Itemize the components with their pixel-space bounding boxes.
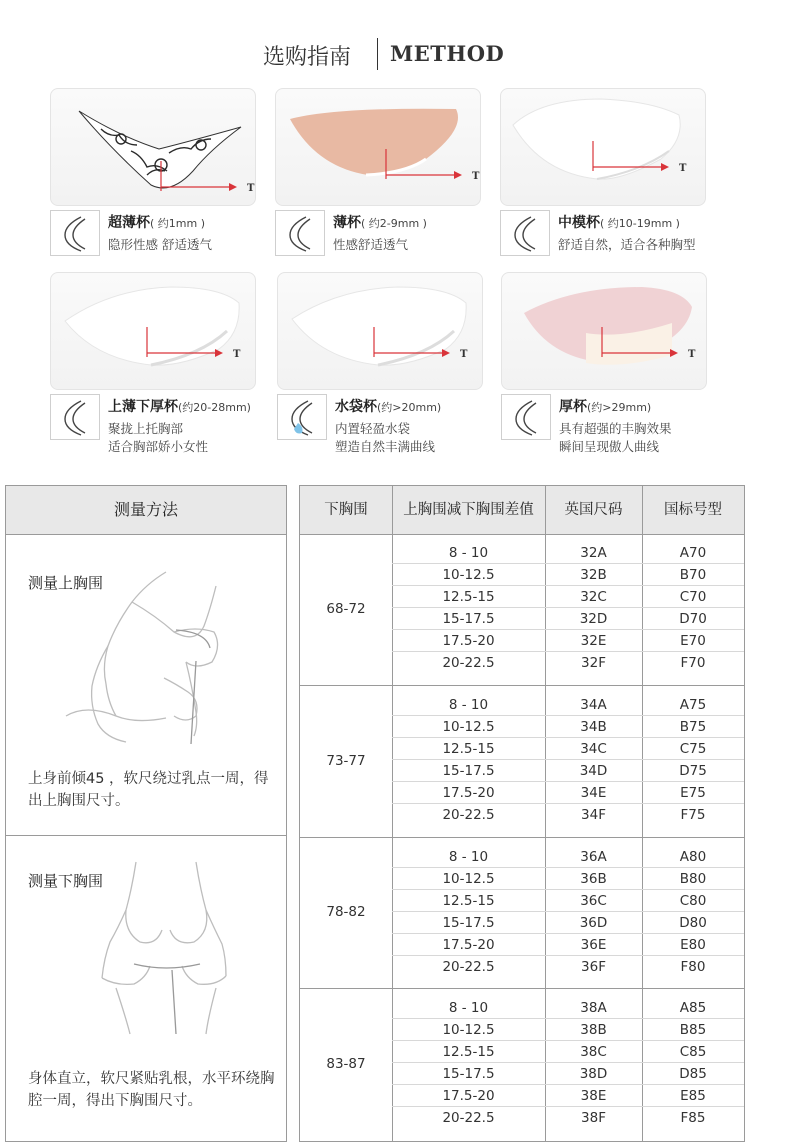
thickness-label: T — [460, 349, 468, 360]
cn-size: A85 — [679, 1000, 707, 1017]
cn-size: D80 — [679, 914, 707, 931]
table-row — [392, 868, 744, 890]
cup-name — [333, 212, 427, 232]
cup-name-text: 水袋杯 — [335, 399, 377, 415]
header-uk-size: 英国尺码 — [564, 502, 623, 518]
uk-size: 36E — [580, 936, 607, 953]
bust-difference: 8 - 10 — [448, 848, 489, 865]
bust-difference: 15-17.5 — [442, 762, 495, 779]
measure-header: 测量方法 — [6, 486, 286, 535]
cup-name-text: 中模杯 — [558, 215, 600, 231]
cup-thickness: (约>29mm) — [587, 401, 652, 414]
uk-size: 34F — [581, 806, 606, 823]
thickness-label: T — [233, 349, 241, 360]
header-cn-size: 国标号型 — [664, 502, 722, 518]
table-row — [392, 997, 744, 1019]
thickness-label: T — [679, 163, 687, 174]
bust-difference: 20-22.5 — [442, 958, 495, 975]
cup-thickness: (约20-28mm) — [178, 401, 251, 414]
under-bust-range: 78-82 — [326, 904, 366, 921]
measure-divider — [6, 835, 286, 836]
bust-difference: 17.5-20 — [442, 936, 495, 953]
cn-size: F75 — [680, 806, 706, 823]
cup-description: 聚拢上托胸部 — [108, 421, 184, 436]
cn-size: E80 — [680, 936, 706, 953]
cup-name-text: 上薄下厚杯 — [108, 399, 178, 415]
cup-thickness: ( 约2-9mm ) — [361, 217, 427, 230]
header-difference: 上胸围减下胸围差值 — [403, 502, 534, 518]
page-title-cn: 选购指南 — [263, 45, 352, 70]
cn-size: A70 — [679, 545, 707, 561]
thickness-label: T — [688, 349, 696, 360]
upper-bust-title: 测量上胸围 — [28, 574, 104, 592]
size-table-header — [300, 486, 744, 535]
table-row — [392, 1107, 744, 1129]
cup-name-text: 厚杯 — [559, 399, 587, 415]
lower-bust-text: 身体直立，软尺紧贴乳根，水平环绕胸腔一周，得出下胸围尺寸。 — [28, 1071, 275, 1109]
cup-profile-icon — [276, 211, 324, 255]
table-row — [392, 1063, 744, 1085]
cn-size: E70 — [680, 633, 706, 649]
cup-profile-thumb — [50, 394, 100, 440]
uk-size: 38E — [580, 1088, 607, 1105]
cn-size: F80 — [680, 958, 706, 975]
bust-difference: 10-12.5 — [442, 567, 495, 583]
table-row — [392, 542, 744, 564]
bust-difference: 12.5-15 — [442, 892, 495, 909]
uk-size: 34B — [580, 718, 607, 735]
uk-size: 32F — [581, 655, 606, 671]
cup-photo — [50, 272, 256, 390]
cup-thickness: (约>20mm) — [377, 401, 442, 414]
bust-difference: 20-22.5 — [442, 1110, 495, 1127]
table-row — [392, 956, 744, 978]
cup-profile-icon — [51, 395, 99, 439]
upper-bust-illustration — [46, 566, 246, 746]
bust-difference: 12.5-15 — [442, 740, 495, 757]
table-row — [392, 694, 744, 716]
cn-size: C75 — [679, 740, 707, 757]
cup-profile-icon — [51, 211, 99, 255]
table-row — [392, 760, 744, 782]
cn-size: E85 — [680, 1088, 706, 1105]
uk-size: 32A — [580, 545, 607, 561]
cup-name — [335, 396, 441, 416]
thickness-label: T — [472, 171, 480, 182]
bust-difference: 8 - 10 — [448, 545, 489, 561]
table-row — [392, 1019, 744, 1041]
lower-bust-illustration — [76, 858, 256, 1038]
size-group — [300, 534, 744, 686]
cup-thickness: ( 约1mm ) — [150, 217, 206, 230]
cup-name-text: 超薄杯 — [108, 215, 150, 231]
cup-description: 舒适自然，适合各种胸型 — [558, 237, 696, 252]
title-divider — [377, 38, 378, 70]
table-row — [392, 1085, 744, 1107]
bust-difference: 20-22.5 — [442, 655, 495, 671]
table-row — [392, 738, 744, 760]
cup-description: 内置轻盈水袋 — [335, 421, 411, 436]
cup-photo — [500, 88, 706, 206]
bust-difference: 17.5-20 — [442, 633, 495, 649]
bust-difference: 15-17.5 — [442, 1066, 495, 1083]
cn-size: B85 — [679, 1022, 707, 1039]
page-header — [0, 36, 790, 76]
table-row — [392, 846, 744, 868]
cn-size: B70 — [679, 567, 707, 583]
cup-description: 具有超强的丰胸效果 — [559, 421, 672, 436]
cn-size: F85 — [680, 1110, 706, 1127]
size-group — [300, 686, 744, 838]
uk-size: 38B — [580, 1022, 607, 1039]
thickness-label: T — [247, 183, 255, 194]
bust-difference: 15-17.5 — [442, 914, 495, 931]
uk-size: 32B — [580, 567, 607, 583]
under-bust-range: 83-87 — [326, 1056, 366, 1073]
cn-size: D75 — [679, 762, 707, 779]
table-row — [392, 1041, 744, 1063]
cup-profile-icon — [278, 395, 326, 439]
uk-size: 38C — [580, 1044, 607, 1061]
bust-difference: 8 - 10 — [448, 696, 489, 713]
cup-profile-icon — [501, 211, 549, 255]
cn-size: A80 — [679, 848, 707, 865]
cn-size: C85 — [679, 1044, 707, 1061]
uk-size: 34C — [580, 740, 607, 757]
uk-size: 38A — [580, 1000, 607, 1017]
uk-size: 36D — [579, 914, 608, 931]
bust-difference: 12.5-15 — [442, 589, 495, 605]
measure-panel — [5, 485, 287, 1142]
uk-size: 36A — [580, 848, 607, 865]
table-row — [392, 782, 744, 804]
header-under-bust: 下胸围 — [324, 502, 368, 518]
table-row — [392, 652, 744, 674]
cup-name — [558, 212, 680, 232]
table-row — [392, 716, 744, 738]
cup-profile-icon — [502, 395, 550, 439]
cup-photo — [277, 272, 483, 390]
uk-size: 36F — [581, 958, 606, 975]
uk-size: 38D — [579, 1066, 608, 1083]
uk-size: 36C — [580, 892, 607, 909]
cup-profile-thumb — [500, 210, 550, 256]
bust-difference: 12.5-15 — [442, 1044, 495, 1061]
uk-size: 34A — [580, 696, 607, 713]
uk-size: 36B — [580, 870, 607, 887]
bust-difference: 17.5-20 — [442, 1088, 495, 1105]
page-title-en: METHOD — [390, 41, 505, 66]
cn-size: F70 — [680, 655, 706, 671]
cn-size: B75 — [679, 718, 707, 735]
cup-name — [108, 396, 251, 416]
cn-size: C70 — [679, 589, 707, 605]
cup-profile-thumb — [501, 394, 551, 440]
cup-profile-thumb — [275, 210, 325, 256]
cup-description: 隐形性感 舒适透气 — [108, 237, 212, 252]
cup-photo — [50, 88, 256, 206]
cn-size: A75 — [679, 696, 707, 713]
table-row — [392, 804, 744, 826]
cn-size: B80 — [679, 870, 707, 887]
bust-difference: 20-22.5 — [442, 806, 495, 823]
uk-size: 38F — [581, 1110, 606, 1127]
uk-size: 32E — [580, 633, 607, 649]
bust-difference: 8 - 10 — [448, 1000, 489, 1017]
size-group — [300, 838, 744, 990]
table-row — [392, 586, 744, 608]
uk-size: 32C — [580, 589, 607, 605]
bust-difference: 10-12.5 — [442, 1022, 495, 1039]
cup-name — [559, 396, 651, 416]
uk-size: 32D — [579, 611, 608, 627]
cup-description: 性感舒适透气 — [333, 237, 409, 252]
cn-size: D70 — [679, 611, 707, 627]
cup-photo — [501, 272, 707, 390]
bust-difference: 15-17.5 — [442, 611, 495, 627]
bust-difference: 10-12.5 — [442, 718, 495, 735]
table-row — [392, 890, 744, 912]
under-bust-range: 68-72 — [326, 600, 366, 617]
cn-size: D85 — [679, 1066, 707, 1083]
cup-profile-thumb — [277, 394, 327, 440]
cup-profile-thumb — [50, 210, 100, 256]
cup-description: 瞬间呈现傲人曲线 — [559, 439, 660, 454]
size-group — [300, 989, 744, 1141]
cup-thickness: ( 约10-19mm ) — [600, 217, 680, 230]
upper-bust-text: 上身前倾45 ，软尺绕过乳点一周，得出上胸围尺寸。 — [28, 771, 269, 809]
cup-photo — [275, 88, 481, 206]
cn-size: C80 — [679, 892, 707, 909]
table-row — [392, 934, 744, 956]
under-bust-range: 73-77 — [326, 752, 366, 769]
table-row — [392, 912, 744, 934]
cup-name — [108, 212, 205, 232]
cn-size: E75 — [680, 784, 706, 801]
table-row — [392, 564, 744, 586]
uk-size: 34D — [579, 762, 608, 779]
table-row — [392, 630, 744, 652]
size-table — [299, 485, 745, 1142]
uk-size: 34E — [580, 784, 607, 801]
cup-description: 适合胸部娇小女性 — [108, 439, 209, 454]
bust-difference: 10-12.5 — [442, 870, 495, 887]
cup-description: 塑造自然丰满曲线 — [335, 439, 436, 454]
bust-difference: 17.5-20 — [442, 784, 495, 801]
cup-name-text: 薄杯 — [333, 215, 361, 231]
table-row — [392, 608, 744, 630]
lower-bust-title: 测量下胸围 — [28, 872, 104, 890]
